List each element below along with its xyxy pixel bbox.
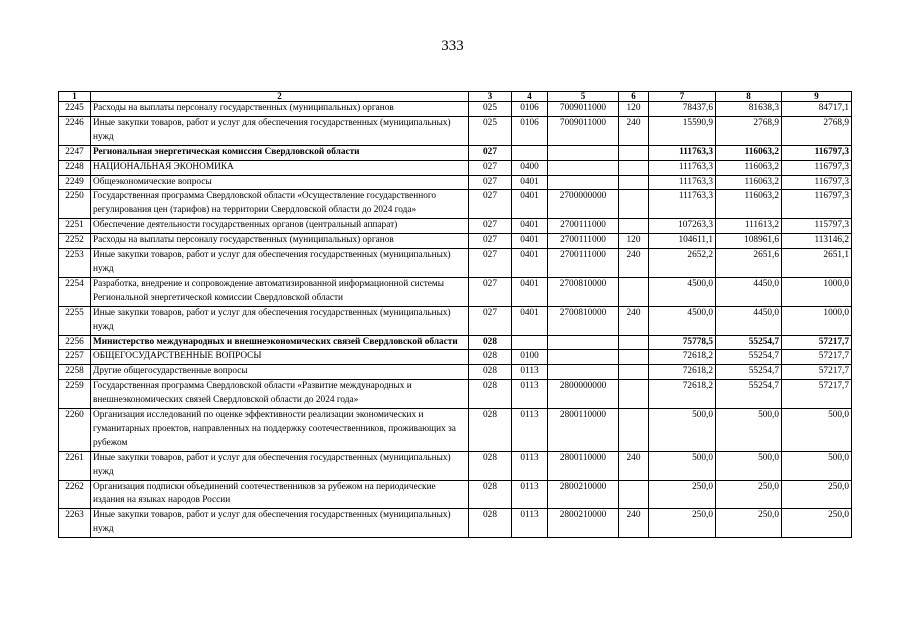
row-expense-type: 240 [619, 116, 649, 145]
row-name: Региональная энергетическая комиссия Свердловской области [91, 145, 469, 160]
table-row [59, 451, 852, 480]
row-target-code: 2700111000 [548, 219, 619, 234]
table-row [59, 306, 852, 335]
row-amount-col7: 111763,3 [649, 145, 716, 160]
row-amount-col9: 115797,3 [782, 219, 852, 234]
row-dept-code: 027 [469, 306, 512, 335]
row-section-code [512, 145, 548, 160]
row-amount-col8: 250,0 [716, 509, 782, 538]
row-target-code: 2700111000 [548, 249, 619, 278]
row-number: 2263 [59, 509, 91, 538]
row-amount-col9: 116797,3 [782, 160, 852, 175]
row-amount-col7: 75778,5 [649, 335, 716, 350]
row-amount-col7: 111763,3 [649, 175, 716, 190]
row-target-code: 7009011000 [548, 102, 619, 117]
col-header-5: 5 [548, 92, 619, 102]
row-expense-type [619, 160, 649, 175]
row-expense-type: 240 [619, 509, 649, 538]
col-header-8: 8 [716, 92, 782, 102]
row-number: 2246 [59, 116, 91, 145]
row-amount-col7: 15590,9 [649, 116, 716, 145]
table-row [59, 102, 852, 117]
row-dept-code: 028 [469, 509, 512, 538]
table-row [59, 480, 852, 509]
row-expense-type [619, 175, 649, 190]
row-number: 2250 [59, 190, 91, 219]
budget-table [58, 91, 852, 538]
row-section-code: 0401 [512, 306, 548, 335]
row-section-code: 0113 [512, 509, 548, 538]
row-amount-col8: 116063,2 [716, 145, 782, 160]
col-header-7: 7 [649, 92, 716, 102]
row-amount-col9: 2651,1 [782, 249, 852, 278]
row-amount-col8: 116063,2 [716, 160, 782, 175]
table-row [59, 219, 852, 234]
row-name: Расходы на выплаты персоналу государственных (муниципальных) органов [91, 234, 469, 249]
row-amount-col7: 500,0 [649, 451, 716, 480]
row-name: Организация подписки объединений соотечественников за рубежом на периодические издания на языках народов России [91, 480, 469, 509]
row-dept-code: 028 [469, 451, 512, 480]
row-amount-col9: 57217,7 [782, 380, 852, 409]
row-expense-type [619, 277, 649, 306]
row-amount-col7: 72618,2 [649, 350, 716, 365]
row-section-code: 0113 [512, 451, 548, 480]
row-dept-code: 027 [469, 249, 512, 278]
row-dept-code: 028 [469, 365, 512, 380]
table-row [59, 277, 852, 306]
row-name: Государственная программа Свердловской области «Развитие международных и внешнеэкономических связей Свердловской области до 2024 года» [91, 380, 469, 409]
row-section-code: 0401 [512, 249, 548, 278]
col-header-3: 3 [469, 92, 512, 102]
row-amount-col9: 57217,7 [782, 335, 852, 350]
row-amount-col8: 116063,2 [716, 190, 782, 219]
row-amount-col8: 81638,3 [716, 102, 782, 117]
row-amount-col9: 2768,9 [782, 116, 852, 145]
row-amount-col9: 57217,7 [782, 365, 852, 380]
table-row [59, 116, 852, 145]
row-amount-col8: 111613,2 [716, 219, 782, 234]
row-amount-col7: 250,0 [649, 480, 716, 509]
row-number: 2249 [59, 175, 91, 190]
row-section-code: 0106 [512, 102, 548, 117]
row-target-code [548, 175, 619, 190]
table-row [59, 145, 852, 160]
row-target-code: 2800110000 [548, 409, 619, 452]
table-row [59, 175, 852, 190]
row-target-code: 2700810000 [548, 277, 619, 306]
row-dept-code: 025 [469, 116, 512, 145]
row-name: НАЦИОНАЛЬНАЯ ЭКОНОМИКА [91, 160, 469, 175]
col-header-1: 1 [59, 92, 91, 102]
row-number: 2245 [59, 102, 91, 117]
row-section-code: 0113 [512, 480, 548, 509]
row-name: Обеспечение деятельности государственных органов (центральный аппарат) [91, 219, 469, 234]
row-number: 2251 [59, 219, 91, 234]
row-amount-col9: 116797,3 [782, 190, 852, 219]
row-name: Иные закупки товаров, работ и услуг для обеспечения государственных (муниципальных) нужд [91, 249, 469, 278]
row-expense-type [619, 350, 649, 365]
row-amount-col9: 500,0 [782, 451, 852, 480]
table-row [59, 365, 852, 380]
col-header-2: 2 [91, 92, 469, 102]
row-dept-code: 025 [469, 102, 512, 117]
row-target-code: 2800210000 [548, 509, 619, 538]
row-amount-col8: 4450,0 [716, 306, 782, 335]
row-amount-col9: 1000,0 [782, 306, 852, 335]
row-dept-code: 027 [469, 219, 512, 234]
row-amount-col7: 72618,2 [649, 380, 716, 409]
row-expense-type [619, 335, 649, 350]
row-expense-type: 240 [619, 306, 649, 335]
row-section-code: 0401 [512, 277, 548, 306]
row-amount-col8: 55254,7 [716, 335, 782, 350]
row-amount-col8: 2651,6 [716, 249, 782, 278]
row-name: ОБЩЕГОСУДАРСТВЕННЫЕ ВОПРОСЫ [91, 350, 469, 365]
row-number: 2258 [59, 365, 91, 380]
row-number: 2254 [59, 277, 91, 306]
row-amount-col9: 250,0 [782, 509, 852, 538]
row-amount-col9: 500,0 [782, 409, 852, 452]
row-target-code: 2700111000 [548, 234, 619, 249]
row-expense-type [619, 219, 649, 234]
row-dept-code: 027 [469, 175, 512, 190]
header-row [59, 92, 852, 102]
row-section-code: 0113 [512, 409, 548, 452]
row-expense-type [619, 480, 649, 509]
table-row [59, 249, 852, 278]
row-dept-code: 028 [469, 350, 512, 365]
row-amount-col7: 111763,3 [649, 190, 716, 219]
row-number: 2260 [59, 409, 91, 452]
row-amount-col8: 55254,7 [716, 350, 782, 365]
row-name: Государственная программа Свердловской области «Осуществление государственного регулирования цен (тарифов) на территории Свердловской области до 2024 года» [91, 190, 469, 219]
row-section-code: 0400 [512, 160, 548, 175]
row-target-code: 2800000000 [548, 380, 619, 409]
row-target-code [548, 365, 619, 380]
row-amount-col7: 111763,3 [649, 160, 716, 175]
row-name: Разработка, внедрение и сопровождение автоматизированной информационной системы Региональной энергетической комиссии Свердловской области [91, 277, 469, 306]
row-section-code: 0401 [512, 190, 548, 219]
row-target-code: 2800110000 [548, 451, 619, 480]
col-header-9: 9 [782, 92, 852, 102]
row-amount-col9: 84717,1 [782, 102, 852, 117]
row-expense-type [619, 190, 649, 219]
table-row [59, 160, 852, 175]
row-number: 2252 [59, 234, 91, 249]
row-expense-type [619, 380, 649, 409]
row-name: Иные закупки товаров, работ и услуг для обеспечения государственных (муниципальных) нужд [91, 116, 469, 145]
row-expense-type: 120 [619, 234, 649, 249]
col-header-6: 6 [619, 92, 649, 102]
table-row [59, 190, 852, 219]
row-section-code: 0401 [512, 175, 548, 190]
row-number: 2261 [59, 451, 91, 480]
row-section-code: 0106 [512, 116, 548, 145]
row-target-code: 2800210000 [548, 480, 619, 509]
table-row [59, 380, 852, 409]
table-row [59, 509, 852, 538]
row-name: Иные закупки товаров, работ и услуг для обеспечения государственных (муниципальных) нужд [91, 451, 469, 480]
row-amount-col9: 250,0 [782, 480, 852, 509]
row-dept-code: 028 [469, 480, 512, 509]
row-target-code [548, 335, 619, 350]
row-expense-type: 120 [619, 102, 649, 117]
row-amount-col8: 55254,7 [716, 380, 782, 409]
row-amount-col9: 1000,0 [782, 277, 852, 306]
row-name: Иные закупки товаров, работ и услуг для обеспечения государственных (муниципальных) нужд [91, 509, 469, 538]
row-amount-col7: 250,0 [649, 509, 716, 538]
row-target-code [548, 350, 619, 365]
table-row [59, 409, 852, 452]
page-number: 333 [441, 38, 464, 54]
row-expense-type: 240 [619, 451, 649, 480]
row-name: Расходы на выплаты персоналу государственных (муниципальных) органов [91, 102, 469, 117]
row-target-code [548, 160, 619, 175]
row-amount-col9: 116797,3 [782, 145, 852, 160]
table-row [59, 335, 852, 350]
row-number: 2248 [59, 160, 91, 175]
row-amount-col8: 500,0 [716, 451, 782, 480]
row-number: 2247 [59, 145, 91, 160]
row-dept-code: 027 [469, 145, 512, 160]
row-amount-col8: 108961,6 [716, 234, 782, 249]
row-dept-code: 028 [469, 409, 512, 452]
row-dept-code: 027 [469, 234, 512, 249]
row-section-code: 0401 [512, 234, 548, 249]
row-dept-code: 027 [469, 190, 512, 219]
row-dept-code: 027 [469, 277, 512, 306]
row-amount-col7: 72618,2 [649, 365, 716, 380]
row-name: Общеэкономические вопросы [91, 175, 469, 190]
row-amount-col7: 2652,2 [649, 249, 716, 278]
table-row [59, 234, 852, 249]
row-name: Другие общегосударственные вопросы [91, 365, 469, 380]
row-name: Организация исследований по оценке эффективности реализации экономических и гуманитарных проектов, направленных на поддержку соотечественников, проживающих за рубежом [91, 409, 469, 452]
row-expense-type [619, 145, 649, 160]
row-number: 2256 [59, 335, 91, 350]
row-dept-code: 028 [469, 380, 512, 409]
row-amount-col8: 55254,7 [716, 365, 782, 380]
row-amount-col9: 116797,3 [782, 175, 852, 190]
row-expense-type [619, 409, 649, 452]
row-amount-col9: 113146,2 [782, 234, 852, 249]
row-section-code: 0113 [512, 365, 548, 380]
row-dept-code: 028 [469, 335, 512, 350]
row-section-code: 0113 [512, 380, 548, 409]
col-header-4: 4 [512, 92, 548, 102]
row-amount-col7: 104611,1 [649, 234, 716, 249]
row-amount-col7: 107263,3 [649, 219, 716, 234]
row-number: 2262 [59, 480, 91, 509]
row-target-code: 2700810000 [548, 306, 619, 335]
row-expense-type [619, 365, 649, 380]
row-amount-col8: 500,0 [716, 409, 782, 452]
row-amount-col7: 500,0 [649, 409, 716, 452]
row-amount-col8: 4450,0 [716, 277, 782, 306]
row-target-code [548, 145, 619, 160]
row-amount-col9: 57217,7 [782, 350, 852, 365]
row-dept-code: 027 [469, 160, 512, 175]
row-section-code: 0401 [512, 219, 548, 234]
row-expense-type: 240 [619, 249, 649, 278]
row-section-code: 0100 [512, 350, 548, 365]
row-amount-col8: 2768,9 [716, 116, 782, 145]
row-name: Министерство международных и внешнеэкономических связей Свердловской области [91, 335, 469, 350]
row-number: 2259 [59, 380, 91, 409]
row-section-code [512, 335, 548, 350]
row-number: 2255 [59, 306, 91, 335]
row-number: 2257 [59, 350, 91, 365]
row-amount-col7: 4500,0 [649, 306, 716, 335]
row-amount-col8: 250,0 [716, 480, 782, 509]
row-amount-col8: 116063,2 [716, 175, 782, 190]
row-name: Иные закупки товаров, работ и услуг для обеспечения государственных (муниципальных) нужд [91, 306, 469, 335]
row-target-code: 2700000000 [548, 190, 619, 219]
row-amount-col7: 78437,6 [649, 102, 716, 117]
table-row [59, 350, 852, 365]
row-target-code: 7009011000 [548, 116, 619, 145]
row-number: 2253 [59, 249, 91, 278]
row-amount-col7: 4500,0 [649, 277, 716, 306]
